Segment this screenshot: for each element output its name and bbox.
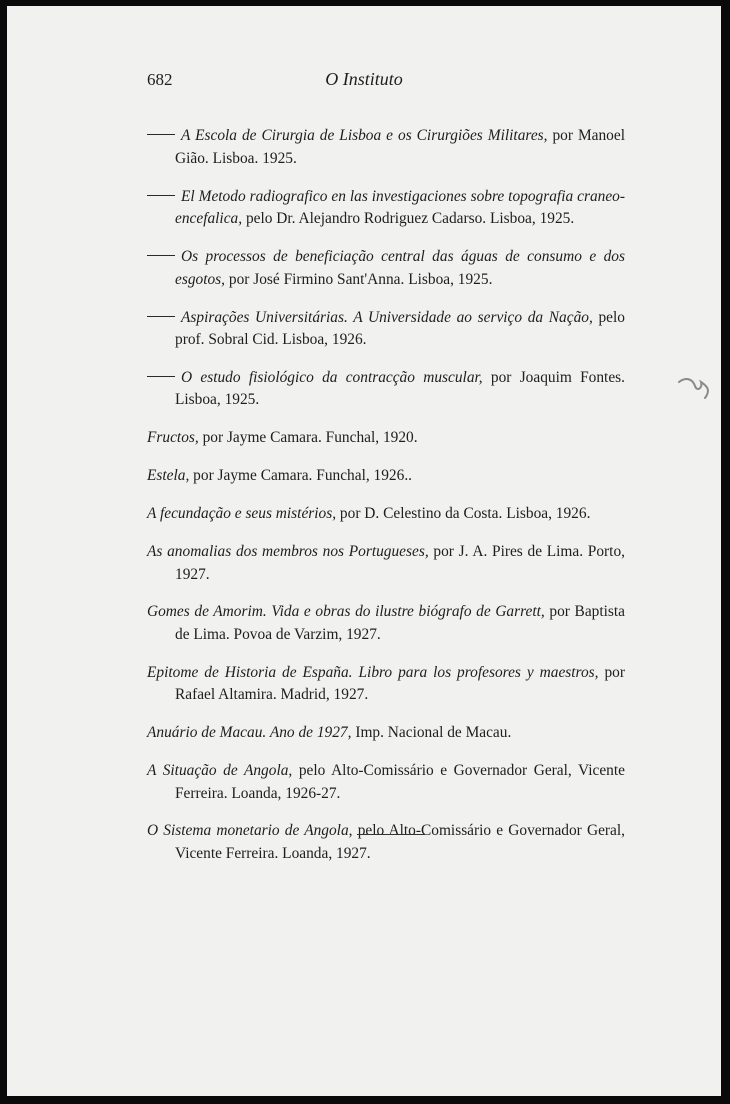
bibliography-entry xyxy=(147,186,625,231)
margin-scribble-icon xyxy=(677,368,717,408)
bibliography-entry xyxy=(147,125,625,170)
bibliography-entry xyxy=(147,367,625,412)
entry-title: A fecundação e seus mistérios, xyxy=(147,505,337,523)
bibliography-list xyxy=(147,110,625,876)
entry-title: Epitome de Historia de España. Libro para los profesores y maestros, xyxy=(147,663,599,681)
entry-details: por Joaquim Fontes. Lisboa, 1925. xyxy=(175,368,626,409)
entry-details: por Jayme Camara. Funchal, 1920. xyxy=(198,429,418,447)
entry-details: por Manoel Gião. Lisboa. 1925. xyxy=(175,127,625,167)
ditto-dash xyxy=(147,134,175,135)
bibliography-entry xyxy=(147,820,625,865)
entry-details: pelo Alto-Comissário e Governador Geral, Vicente Ferreira. Loanda, 1926-27. xyxy=(175,762,625,802)
entry-details: Imp. Nacional de Macau. xyxy=(351,724,512,742)
entry-details: por José Firmino Sant'Anna. Lisboa, 1925. xyxy=(225,270,493,288)
ditto-dash xyxy=(147,255,175,256)
entry-details: por D. Celestino da Costa. Lisboa, 1926. xyxy=(336,505,591,523)
entry-title: Aspirações Universitárias. A Universidade ao serviço da Nação, xyxy=(181,308,593,326)
entry-title: As anomalias dos membros nos Portugueses, xyxy=(147,543,429,561)
page-number: 682 xyxy=(147,70,173,89)
ditto-dash xyxy=(147,316,175,317)
bibliography-entry xyxy=(147,427,625,450)
entry-title: El Metodo radiografico en las investigaciones sobre topografia craneo-encefalica, xyxy=(175,187,625,228)
bibliography-entry xyxy=(147,307,625,352)
entry-title: A Situação de Angola, xyxy=(147,762,293,780)
ditto-dash xyxy=(147,376,175,377)
entry-title: Os processos de beneficiação central das águas de consumo e dos esgotos, xyxy=(175,248,625,288)
running-title: O Instituto xyxy=(325,69,403,89)
entry-title: O estudo fisiológico da contracção muscular, xyxy=(181,368,483,386)
bibliography-entry xyxy=(147,662,625,707)
closing-rule xyxy=(357,834,425,835)
entry-details: por Baptista de Lima. Povoa de Varzim, 1927. xyxy=(175,603,625,643)
book-page xyxy=(7,6,721,1096)
entry-details: por Rafael Altamira. Madrid, 1927. xyxy=(175,663,625,704)
bibliography-entry xyxy=(147,246,625,291)
entry-details: por Jayme Camara. Funchal, 1926.. xyxy=(189,467,413,485)
entry-title: A Escola de Cirurgia de Lisboa e os Cirurgiões Militares, xyxy=(181,127,548,145)
entry-title: O Sistema monetario de Angola, xyxy=(147,822,353,840)
entry-details: pelo prof. Sobral Cid. Lisboa, 1926. xyxy=(175,308,625,349)
entry-details: por J. A. Pires de Lima. Porto, 1927. xyxy=(175,543,625,583)
entry-title: Estela, xyxy=(147,467,190,485)
bibliography-entry xyxy=(147,541,625,586)
entry-title: Gomes de Amorim. Vida e obras do ilustre biógrafo de Garrett, xyxy=(147,603,545,621)
bibliography-entry xyxy=(147,760,625,805)
bibliography-entry xyxy=(147,722,625,745)
bibliography-entry xyxy=(147,601,625,646)
entry-title: Fructos, xyxy=(147,429,199,447)
entry-details: pelo Alto-Comissário e Governador Geral, Vicente Ferreira. Loanda, 1927. xyxy=(175,822,625,862)
ditto-dash xyxy=(147,195,175,196)
entry-title: Anuário de Macau. Ano de 1927, xyxy=(147,724,352,742)
bibliography-entry xyxy=(147,503,625,526)
bibliography-entry xyxy=(147,465,625,488)
entry-details: pelo Dr. Alejandro Rodriguez Cadarso. Lisboa, 1925. xyxy=(242,210,575,228)
page-header xyxy=(7,66,721,96)
